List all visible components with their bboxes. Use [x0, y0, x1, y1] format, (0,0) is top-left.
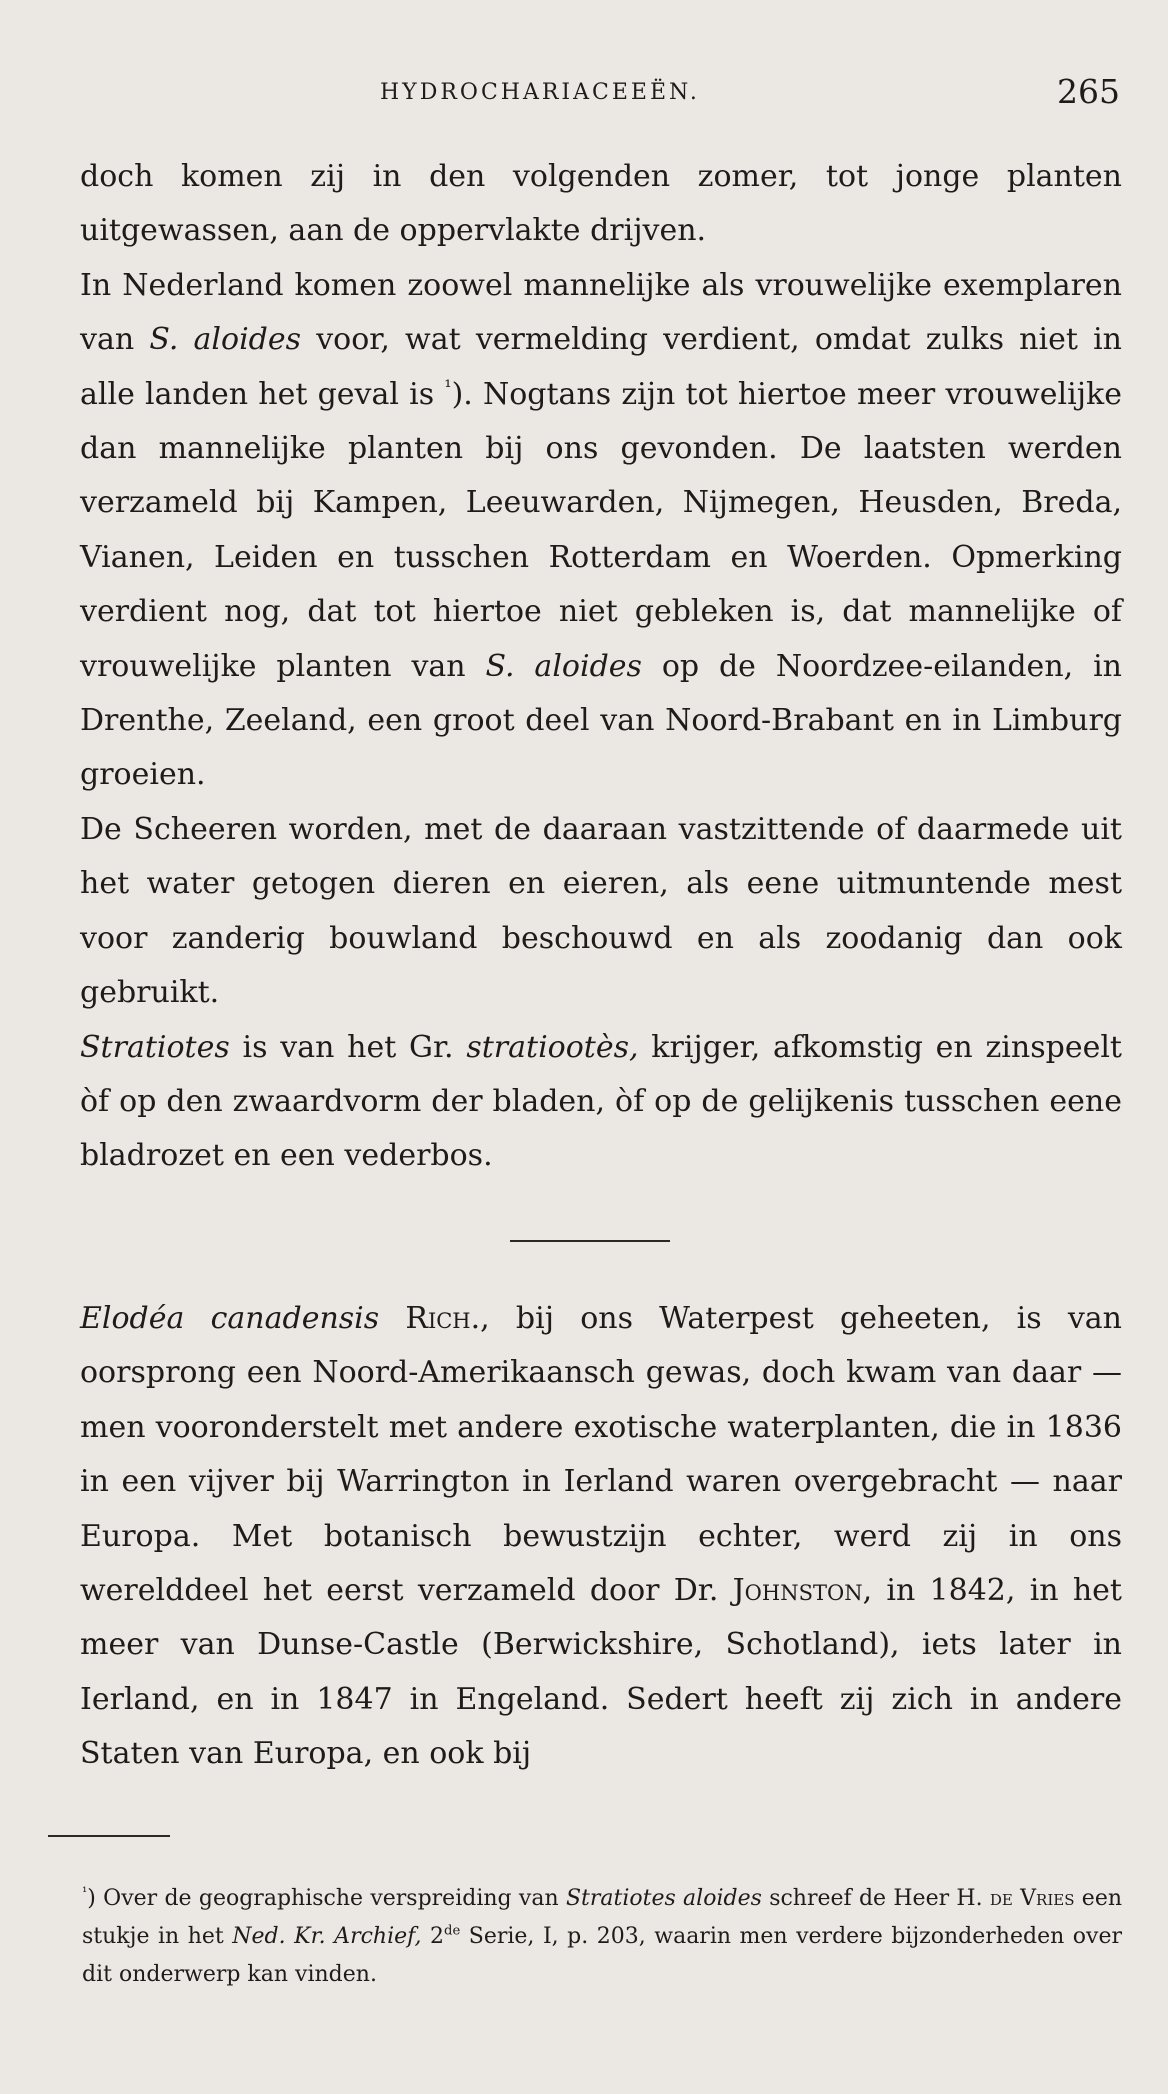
text-run: , in 1842, in het meer van Dunse-Castle (Berwickshire, Schotland), iets later in Ierland, en in 1847 in Engeland. Sedert heeft zij zich in andere Staten van Europa, en ook bij	[80, 1573, 1122, 1772]
paragraph	[80, 150, 1122, 259]
text-run: Elodéa canadensis	[80, 1301, 380, 1336]
main-text	[80, 150, 1122, 1184]
paragraph	[80, 1021, 1122, 1184]
text-run: Serie, I, p. 203, waarin men verdere bijzonderheden over dit onderwerp kan vinden.	[82, 1924, 1122, 1987]
text-run: S. aloides	[149, 322, 302, 358]
text-run: de	[444, 1923, 461, 1939]
text-run: Johnston	[732, 1573, 863, 1609]
text-run: Stratiotes	[80, 1029, 230, 1065]
text-run: De Scheeren worden, met de daaraan vastzittende of daarmede uit het water getogen dieren en eieren, als eene uitmuntende mest voor zanderig bouwland beschouwd en als zoodanig dan ook gebruikt.	[80, 811, 1122, 1011]
text-run: is van het Gr.	[229, 1029, 467, 1065]
footnotes	[48, 1880, 1122, 1994]
page-number: 265	[1057, 72, 1120, 111]
text-run: Ned. Kr. Archief,	[232, 1924, 422, 1949]
text-run: schreef de Heer H.	[761, 1886, 990, 1911]
text-run	[379, 1301, 405, 1336]
text-run: ) Over de geographische verspreiding van	[87, 1886, 566, 1911]
text-run: Rich.	[405, 1301, 481, 1336]
text-run: In Nederland komen zoowel mannelijke als vrouwelijke exemplaren van	[80, 267, 1122, 358]
text-run: S. aloides	[485, 648, 642, 684]
section-elodea	[80, 1292, 1122, 1782]
section-divider	[510, 1240, 670, 1242]
paragraph	[80, 1292, 1122, 1782]
text-run: , bij ons Waterpest geheeten, is van oorsprong een Noord-Amerikaansch gewas, doch kwam van daar — men vooronderstelt met andere exotische waterplanten, die in 1836 in een vijver bij Warrington in Ierland waren overgebracht — naar Europa. Met botanisch bewustzijn echter, werd zij in ons werelddeel het eerst verzameld door Dr.	[80, 1301, 1123, 1609]
text-run: een stukje in het	[82, 1886, 1123, 1949]
text-run: voor, wat vermelding verdient, omdat zulks niet in alle landen het geval is	[80, 322, 1122, 412]
text-run: de Vries	[989, 1886, 1075, 1911]
text-run: ¹	[82, 1885, 88, 1901]
text-run: Stratiotes aloides	[565, 1886, 762, 1911]
running-title: HYDROCHARIACEEËN.	[380, 80, 700, 105]
page-header	[0, 72, 1168, 116]
paragraph	[80, 803, 1122, 1021]
footnote-rule	[48, 1835, 170, 1837]
text-run: doch komen zij in den volgenden zomer, tot jonge planten uitgewassen, aan de oppervlakte drijven.	[80, 159, 1122, 249]
text-run: ¹	[444, 376, 452, 398]
text-run: op de Noordzee-eilanden, in Drenthe, Zeeland, een groot deel van Noord-Brabant en in Limburg groeien.	[80, 648, 1122, 793]
text-run: 2	[421, 1924, 444, 1949]
text-run: krijger, afkomstig en zinspeelt òf op den zwaardvorm der bladen, òf op de gelijkenis tusschen eene bladrozet en een vederbos.	[80, 1029, 1122, 1174]
text-run: stratiootès,	[466, 1029, 639, 1065]
text-run: ). Nogtans zijn tot hiertoe meer vrouwelijke dan mannelijke planten bij ons gevonden. De laatsten werden verzameld bij Kampen, Leeuwarden, Nijmegen, Heusden, Breda, Vianen, Leiden en tusschen Rotterdam en Woerden. Opmerking verdient nog, dat tot hiertoe niet gebleken is, dat mannelijke of vrouwelijke planten van	[80, 376, 1122, 684]
paragraph	[80, 259, 1122, 803]
footnote	[48, 1880, 1122, 1994]
